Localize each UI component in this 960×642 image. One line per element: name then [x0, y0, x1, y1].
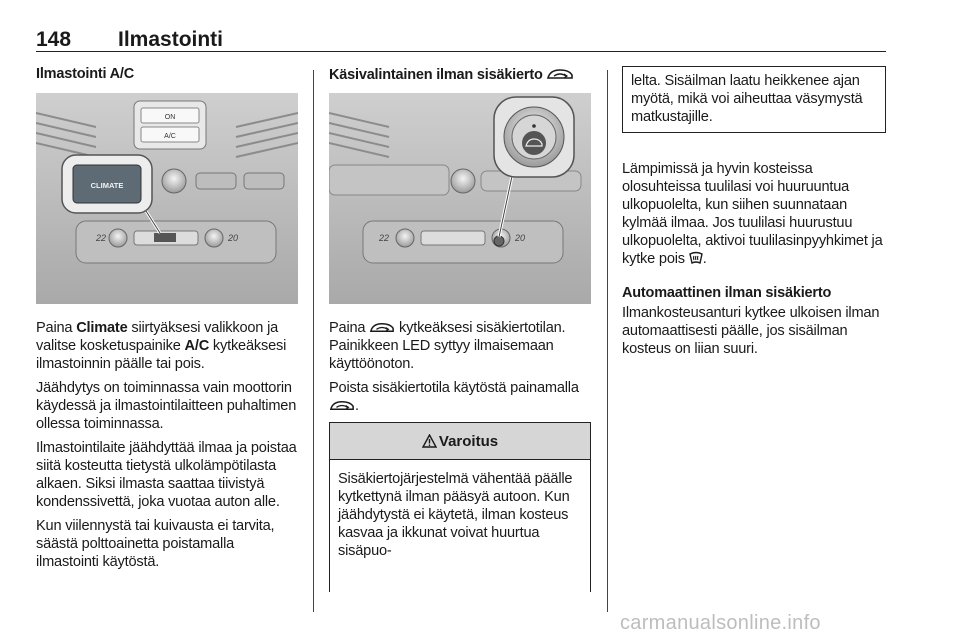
warning-triangle-icon: [422, 434, 437, 448]
warning-text: Sisäkiertojärjestelmä vähentää päälle kytkettynä ilman pääsyä autoon. Kun jäähdytystä ei käytetä, ilman kosteus kasvaa ja ikkunat voivat huurtua sisäpuo-: [338, 471, 573, 559]
paragraph-save-fuel: Kun viilennystä tai kuivausta ei tarvita, säästä polttoainetta poistamalla ilmastointi käytöstä.: [36, 518, 275, 570]
on-button-label: ON: [164, 114, 176, 121]
column-1-text: [36, 319, 300, 577]
paragraph-climate-instructions: [36, 319, 300, 373]
text-run: Paina: [329, 320, 370, 336]
climate-touch-button-label: CLIMATE: [90, 181, 124, 190]
header-rule: [36, 51, 886, 52]
recirculation-icon: [546, 66, 574, 82]
column-3-text: [622, 160, 888, 364]
text-run: .: [355, 398, 359, 414]
warning-continuation-text: lelta. Sisäilman laatu heikkenee ajan myötä, mikä voi aiheuttaa väsymystä matkustajille.: [631, 73, 863, 125]
text-run: kytkeäksesi sisäkiertotilan. Painikkeen LED syttyy ilmaisemaan käyttöönoton.: [329, 320, 566, 372]
text-run: Paina: [36, 320, 77, 336]
text-run: Lämpimissä ja hyvin kosteissa olosuhteissa tuulilasi voi huuruuntua ulkopuolelta, kun siihen suunnataan kylmää ilmaa. Jos tuulilasi huurustuu ulkopuolelta, aktivoi tuulilasinpyyhkimet ja kytke pois: [622, 161, 883, 267]
section-heading-recirculation: [329, 66, 574, 83]
temp-left-label: 22: [96, 233, 107, 243]
page-number: 148: [36, 28, 72, 51]
warning-title: Varoitus: [438, 432, 499, 450]
climate-term: Climate: [76, 320, 128, 336]
text-run: .: [702, 251, 707, 267]
warning-box: [329, 422, 591, 592]
recirculation-icon: [329, 398, 355, 413]
watermark: carmanualsonline.info: [620, 612, 821, 634]
climate-control-illustration: [36, 93, 298, 304]
paragraph-humidity-sensor: Ilmankosteusanturi kytkee ulkoisen ilman automaattisesti päälle, jos sisäilman kosteus on liian suuri.: [622, 305, 880, 357]
paragraph-cooling-operation: Jäähdytys on toiminnassa vain moottorin käydessä ja ilmastointilaitteen puhaltimen ollessa toiminnassa.: [36, 380, 297, 432]
heading-text: Käsivalintainen ilman sisäkierto: [329, 67, 543, 83]
warning-header: [330, 423, 590, 460]
column-divider: [313, 70, 314, 612]
dashboard-ac-drawing: [36, 93, 298, 304]
column-2-text: [329, 319, 593, 421]
temp-left-label: 22: [379, 233, 390, 243]
text-run: kytkeäksesi ilmastoinnin päälle tai pois.: [36, 338, 287, 372]
dashboard-recirculation-drawing: [329, 93, 591, 304]
recirculation-button-illustration: [329, 93, 591, 304]
paragraph-windscreen-fog: [622, 160, 888, 268]
ac-term: A/C: [184, 338, 210, 354]
page-title: Ilmastointi: [118, 28, 224, 51]
column-divider: [607, 70, 608, 612]
ac-button-label: A/C: [164, 133, 176, 140]
temp-right-label: 20: [228, 233, 239, 243]
temp-right-label: 20: [515, 233, 526, 243]
text-run: Poista sisäkiertotila käytöstä painamalla: [329, 380, 579, 396]
windscreen-defrost-icon: [689, 250, 703, 266]
recirculation-icon: [369, 320, 395, 335]
paragraph-condensation: Ilmastointilaite jäähdyttää ilmaa ja poistaa siitä kosteutta tietystä ulkolämpötilasta alkaen. Siksi ilmasta saattaa tiivistyä kondenssivettä, joka vuotaa auton alle.: [36, 440, 297, 510]
warning-continuation-box: [622, 66, 886, 133]
section-heading-auto-recirculation: Automaattinen ilman sisäkierto: [622, 285, 832, 301]
paragraph-recirc-on: [329, 319, 593, 373]
paragraph-recirc-off: [329, 379, 593, 415]
text-run: siirtyäksesi valikkoon ja valitse kosketuspainike: [36, 320, 279, 354]
section-heading-ac: Ilmastointi A/C: [36, 66, 134, 82]
